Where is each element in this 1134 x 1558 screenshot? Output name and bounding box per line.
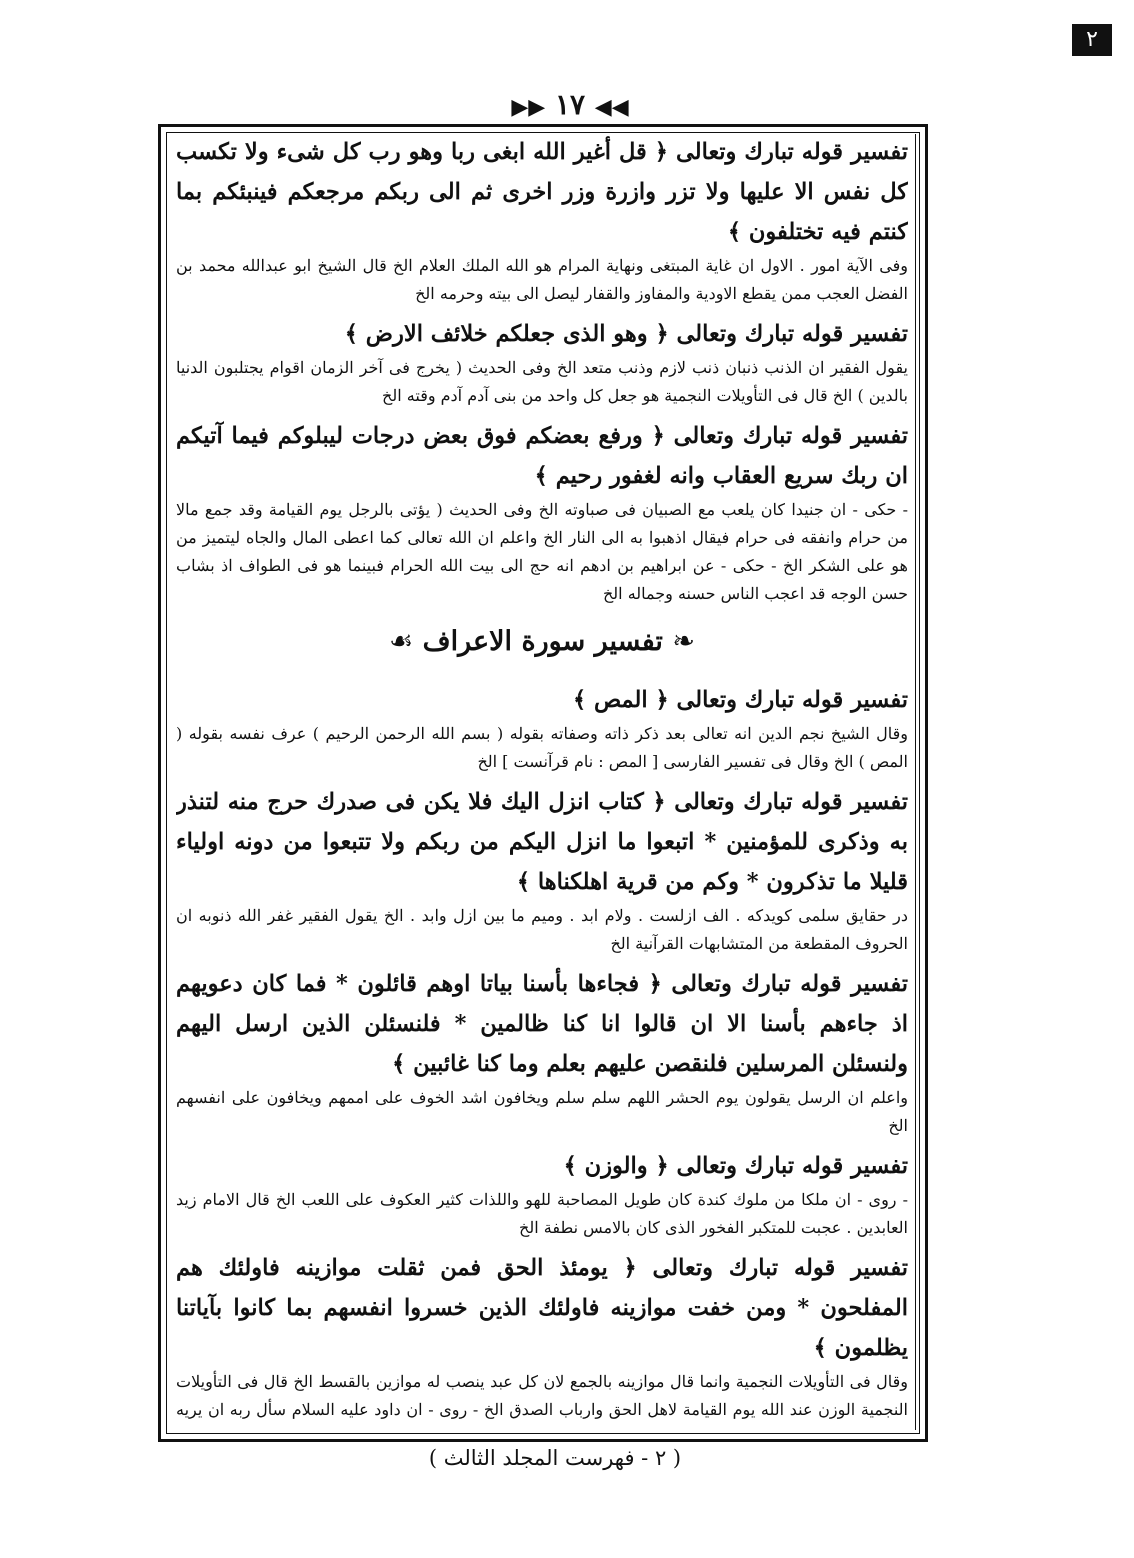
entry-١٣٤ xyxy=(176,782,908,958)
entry-١٣٣ xyxy=(176,680,908,776)
entry-١٣٠ xyxy=(176,132,908,308)
number-column-rule xyxy=(915,134,916,1430)
entry-١٣٥ xyxy=(176,964,908,1140)
surah-heading xyxy=(176,614,908,670)
left-ornament: ◀◀ xyxy=(594,94,629,120)
page-number-header xyxy=(470,88,670,121)
page-content xyxy=(176,132,908,1424)
surah-heading-text: تفسير سورة الاعراف xyxy=(422,626,663,657)
commentary-note: واعلم ان الرسل يقولون يوم الحشر اللهم سلم سلم ويخافون اشد الخوف على اممهم ويخافون على انفسهم الخ xyxy=(176,1088,908,1135)
verse-text: تفسير قوله تبارك وتعالى ﴿ المص ﴾ xyxy=(572,687,908,713)
commentary-note: - روى - ان ملكا من ملوك كندة كان طويل المصاحبة للهو واللذات كثير العكوف على اللعب الخ قال الامام زيد العابدين . عجبت للمتكبر الفخور الذى كان بالامس نطفة الخ xyxy=(176,1190,908,1237)
footer-signature: ( ٢ - فهرست المجلد الثالث ) xyxy=(428,1446,682,1470)
verse-text: تفسير قوله تبارك وتعالى ﴿ يومئذ الحق فمن ثقلت موازينه فاولئك هم المفلحون * ومن خفت موازينه فاولئك الذين خسروا انفسهم بما كانوا بآياتنا يظلمون ﴾ xyxy=(176,1255,908,1361)
commentary-note: وقال فى التأويلات النجمية وانما قال موازينه بالجمع لان كل عبد ينصب له موازين بالقسط الخ قال فى التأويلات النجمية الوزن عند الله يوم القيامة لاهل الحق وارباب الصدق الخ - روى - ان داود عليه السلام سأل ربه ان يريه xyxy=(176,1372,908,1419)
commentary-note: يقول الفقير ان الذنب ذنبان ذنب لازم وذنب متعد الخ وفى الحديث ( يخرج فى آخر الزمان اقوام يجتلبون الدنيا بالدين ) الخ قال فى التأويلات النجمية هو جعل كل واحد من بنى آدم آدم وقته الخ xyxy=(176,358,908,405)
entries-section-2 xyxy=(176,680,908,1424)
entry-١٣٦ xyxy=(176,1146,908,1242)
verse-text: تفسير قوله تبارك وتعالى ﴿ قل أغير الله ابغى ربا وهو رب كل شىء ولا تكسب كل نفس الا عليها ولا تزر وازرة وزر اخرى ثم الى ربكم مرجعكم فينبئكم بما كنتم فيه تختلفون ﴾ xyxy=(176,139,908,245)
verse-text: تفسير قوله تبارك وتعالى ﴿ والوزن ﴾ xyxy=(563,1153,908,1179)
entry-١٣٢ xyxy=(176,416,908,608)
entry-١٣٧ xyxy=(176,1248,908,1424)
verse-text: تفسير قوله تبارك وتعالى ﴿ كتاب انزل اليك فلا يكن فى صدرك حرج منه لتنذر به وذكرى للمؤمنين * اتبعوا ما انزل اليكم من ربكم ولا تتبعوا من دونه اولياء قليلا ما تذكرون * وكم من قرية اهلكناها ﴾ xyxy=(176,789,908,895)
commentary-note: وقال الشيخ نجم الدين انه تعالى بعد ذكر ذاته وصفاته بقوله ( بسم الله الرحمن الرحيم ) عرف نفسه بقوله ( المص ) الخ وقال فى تفسير الفارسى [ المص : نام قرآنست ] الخ xyxy=(176,724,908,771)
heading-ornament-right: ❧ xyxy=(672,626,695,657)
heading-ornament-left: ☙ xyxy=(389,626,414,657)
page-corner-badge: ٢ xyxy=(1072,24,1112,56)
verse-text: تفسير قوله تبارك وتعالى ﴿ فجاءها بأسنا بياتا اوهم قائلون * فما كان دعويهم اذ جاءهم بأسنا الا ان قالوا انا كنا ظالمين * فلنسئلن الذين ارسل اليهم ولنسئلن المرسلين فلنقصن عليهم بعلم وما كنا غائبين ﴾ xyxy=(176,971,908,1077)
verse-text: تفسير قوله تبارك وتعالى ﴿ وهو الذى جعلكم خلائف الارض ﴾ xyxy=(344,321,908,347)
verse-text: تفسير قوله تبارك وتعالى ﴿ ورفع بعضكم فوق بعض درجات ليبلوكم فيما آتيكم ان ربك سريع العقاب وانه لغفور رحيم ﴾ xyxy=(176,423,908,489)
right-ornament: ▶▶ xyxy=(511,94,546,120)
page-number: ١٧ xyxy=(554,88,586,121)
commentary-note: وفى الآية امور . الاول ان غاية المبتغى ونهاية المرام هو الله الملك العلام الخ قال الشيخ ابو عبدالله محمد بن الفضل العجب ممن يقطع الاودية والمفاوز والقفار ليصل الى بيته وحرمه الخ xyxy=(176,256,908,303)
entries-section-1 xyxy=(176,132,908,608)
entry-١٣١ xyxy=(176,314,908,410)
commentary-note: - حكى - ان جنيدا كان يلعب مع الصبيان فى صباوته الخ وفى الحديث ( يؤتى بالرجل يوم القيامة وقد جمع مالا من حرام وانفقه فى حرام فيقال اذهبوا به الى النار الخ واعلم ان الله تعالى كما اعطى المال والجاه ليتميز من هو على الشكر الخ - حكى - عن ابراهيم بن ادهم انه حج الى بيت الله الحرام فبينما هو فى الطواف اذ بشاب حسن الوجه قد اعجب الناس حسنه وجماله الخ xyxy=(176,500,908,603)
commentary-note: در حقايق سلمى كويدكه . الف ازلست . ولام ابد . وميم ما بين ازل وابد . الخ يقول الفقير غفر الله ذنوبه ان الحروف المقطعة من المتشابهات القرآنية الخ xyxy=(176,906,908,953)
